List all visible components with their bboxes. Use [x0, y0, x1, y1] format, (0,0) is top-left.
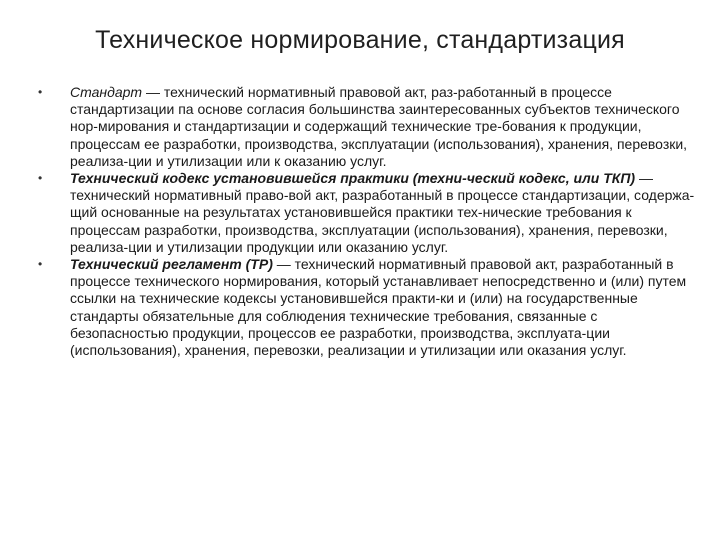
- slide-title: Техническое нормирование, стандартизация: [95, 26, 625, 54]
- list-item-tkp: [38, 170, 698, 256]
- term-standard: Стандарт: [70, 84, 143, 100]
- bullet-icon: •: [38, 85, 43, 99]
- definition-standard: — технический нормативный правовой акт, раз-работанный в процессе стандартизации па основе согласия большинства заинтересованных субъектов технического нор-мирования и стандартизации и содержащий технические тре-бования к продукции, процессам ее разработки, производства, эксплуатации (использования), хранения, перевозки, реализа-ции и утилизации или к оказанию услуг.: [70, 84, 688, 169]
- bullet-icon: •: [38, 257, 43, 272]
- definition-tkp: — технический нормативный право-вой акт, разработанный в процессе стандартизации, содержа-щий основанные на результатах установившейся практики тех-нические требования к процессам разработки, производства, эксплуатации (использования), хранения, перевозки, реализа-ции и утилизации продукции или оказанию услуг.: [70, 170, 695, 255]
- term-tkp: Технический кодекс установившейся практики (техни-ческий кодекс, или ТКП): [70, 170, 636, 187]
- definition-list: [38, 84, 698, 359]
- list-item-tr: [38, 256, 698, 359]
- list-item-standard: [38, 84, 698, 170]
- definition-tr: — технический нормативный правовой акт, разработанный в процессе технического нормирования, который устанавливает непосредственно и (или) путем ссылки на технические кодексы установившейся практи-ки и (или) на государственные стандарты обязательные для соблюдения технические требования, связанные с безопасностью продукции, процессов ее разработки, производства, эксплуата-ции (использования), хранения, перевозки, реализации и утилизации или оказания услуг.: [70, 256, 687, 359]
- bullet-icon: •: [38, 171, 43, 186]
- term-tr: Технический регламент (ТР): [70, 256, 273, 273]
